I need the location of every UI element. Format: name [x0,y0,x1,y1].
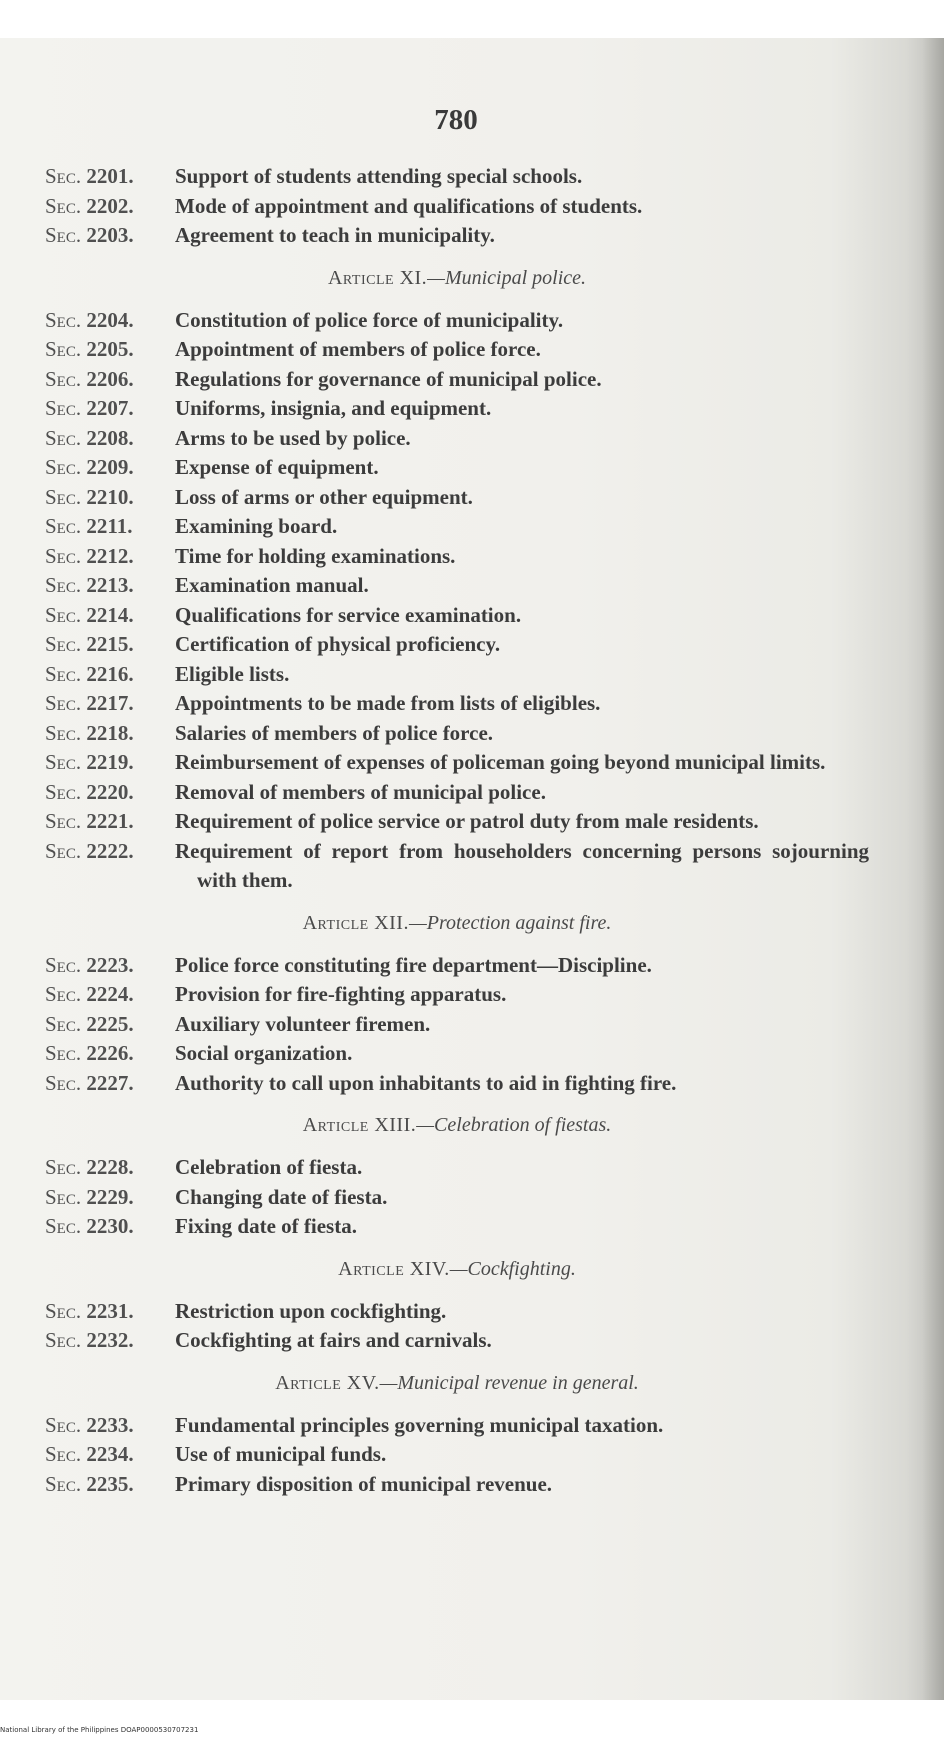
article-heading [45,1098,869,1153]
section-title: Provision for fire-fighting apparatus. [175,982,507,1006]
section-entry [45,542,869,572]
section-entry [45,601,869,631]
section-entry [45,1069,869,1099]
section-num: 2214. [86,602,134,627]
section-abbrev: Sec. [45,396,82,420]
section-num: 2232. [86,1328,134,1352]
section-num: 2226. [86,1041,134,1065]
section-title: Mode of appointment and qualifications of students. [175,193,643,218]
section-title: Appointments to be made from lists of eligibles. [175,691,601,715]
article-number: Article XIV. [338,1257,450,1280]
section-num: 2230. [86,1214,134,1238]
section-num: 2220. [86,779,134,804]
section-number [45,1326,175,1356]
section-title: Expense of equipment. [175,455,379,479]
section-abbrev: Sec. [45,455,82,479]
section-abbrev: Sec. [45,691,82,715]
section-entry [45,1039,869,1069]
section-num: 2205. [86,337,134,361]
section-abbrev: Sec. [45,514,82,538]
section-title: Fundamental principles governing municipal taxation. [175,1412,664,1437]
section-number [45,424,175,454]
article-heading [45,1242,869,1297]
section-entry [45,221,869,251]
section-number [45,778,175,808]
section-number [45,512,175,542]
section-entry [45,1470,869,1500]
section-abbrev: Sec. [45,366,82,391]
section-number [45,1440,175,1470]
section-title: Fixing date of fiesta. [175,1214,357,1238]
section-num: 2229. [86,1184,134,1209]
section-number [45,980,175,1010]
section-num: 2231. [86,1298,134,1323]
section-number [45,1153,175,1183]
section-entry [45,394,869,424]
section-num: 2224. [86,982,134,1006]
article-number: Article XII. [302,911,409,934]
section-abbrev: Sec. [45,1298,82,1323]
section-abbrev: Sec. [45,223,82,247]
section-number [45,483,175,513]
section-title: Cockfighting at fairs and carnivals. [175,1328,492,1352]
section-num: 2225. [86,1011,134,1036]
section-entry [45,1297,869,1327]
section-entry [45,335,869,365]
section-abbrev: Sec. [45,1155,82,1179]
section-number [45,748,175,778]
section-number [45,689,175,719]
section-title: Removal of members of municipal police. [175,779,546,804]
section-abbrev: Sec. [45,1070,82,1095]
section-title: Examining board. [175,514,338,538]
section-number [45,394,175,424]
section-abbrev: Sec. [45,193,82,218]
section-number [45,365,175,395]
section-number [45,630,175,660]
section-number [45,837,175,896]
section-abbrev: Sec. [45,720,82,745]
section-num: 2216. [86,661,134,686]
section-title: Appointment of members of police force. [175,337,541,361]
section-num: 2211. [86,514,133,538]
section-number [45,807,175,837]
section-abbrev: Sec. [45,982,82,1006]
section-title: Restriction upon cockfighting. [175,1298,447,1323]
section-title: Regulations for governance of municipal police. [175,366,602,391]
article-number: Article XV. [275,1371,380,1394]
section-entry [45,1440,869,1470]
section-entry [45,1010,869,1040]
section-abbrev: Sec. [45,952,82,977]
page-number: 780 [434,104,478,136]
section-title: Eligible lists. [175,661,290,686]
section-abbrev: Sec. [45,1412,82,1437]
section-num: 2206. [86,366,134,391]
scanned-page [0,38,944,1700]
section-entry [45,807,869,837]
article-heading [45,251,869,306]
section-abbrev: Sec. [45,543,82,568]
section-num: 2235. [86,1471,134,1496]
section-num: 2221. [86,809,134,833]
section-abbrev: Sec. [45,750,82,774]
article-heading [45,1356,869,1411]
section-entry [45,951,869,981]
article-title: —Protection against fire. [408,911,612,934]
article-number: Article XIII. [302,1114,417,1136]
section-num: 2222. [86,838,134,863]
section-entry [45,512,869,542]
section-abbrev: Sec. [45,337,82,361]
section-abbrev: Sec. [45,661,82,686]
section-num: 2217. [86,691,134,715]
section-entry [45,1411,869,1441]
section-title: Certification of physical proficiency. [175,632,501,656]
section-title: Loss of arms or other equipment. [175,484,473,509]
section-num: 2228. [86,1155,134,1179]
article-number: Article XI. [327,266,428,289]
section-number [45,453,175,483]
section-number [45,1039,175,1069]
section-entry [45,689,869,719]
section-entry [45,571,869,601]
section-title: Agreement to teach in municipality. [175,223,495,247]
section-number [45,1212,175,1242]
section-title: Requirement of report from householders concerning persons sojourning with them. [175,838,869,892]
section-num: 2209. [86,455,134,479]
section-number [45,542,175,572]
article-title: —Cockfighting. [449,1257,576,1280]
section-number [45,162,175,192]
section-title: Constitution of police force of municipality. [175,307,564,332]
section-abbrev: Sec. [45,779,82,804]
section-num: 2219. [86,750,134,774]
section-number [45,601,175,631]
section-entry [45,778,869,808]
section-entry [45,365,869,395]
article-heading [45,896,869,951]
section-num: 2223. [86,952,134,977]
article-title: —Municipal police. [427,266,587,289]
section-title: Arms to be used by police. [175,425,411,450]
toc-section [45,1242,869,1356]
section-num: 2207. [86,396,134,420]
section-number [45,719,175,749]
section-title: Police force constituting fire department—Discipline. [175,952,652,977]
section-abbrev: Sec. [45,164,82,188]
section-abbrev: Sec. [45,484,82,509]
section-number [45,1411,175,1441]
section-num: 2203. [86,223,134,247]
section-abbrev: Sec. [45,838,82,863]
section-title: Changing date of fiesta. [175,1184,388,1209]
section-title: Time for holding examinations. [175,543,456,568]
table-of-contents [45,162,869,1499]
section-abbrev: Sec. [45,632,82,656]
section-number [45,1183,175,1213]
section-entry [45,483,869,513]
section-number [45,1470,175,1500]
section-title: Social organization. [175,1041,353,1065]
section-num: 2227. [86,1070,134,1095]
section-num: 2201. [86,164,134,188]
section-number [45,571,175,601]
section-abbrev: Sec. [45,425,82,450]
section-title: Examination manual. [175,573,369,597]
toc-section [45,251,869,896]
article-title: —Municipal revenue in general. [379,1371,639,1394]
section-number [45,221,175,251]
section-title: Qualifications for service examination. [175,602,522,627]
section-abbrev: Sec. [45,809,82,833]
section-entry [45,837,869,896]
section-num: 2202. [86,193,134,218]
section-num: 2213. [86,573,134,597]
scan-footer: National Library of the Philippines DOAP0000530707231 [0,1726,199,1734]
section-num: 2234. [86,1442,134,1466]
toc-section [45,1098,869,1242]
section-title: Reimbursement of expenses of policeman going beyond municipal limits. [175,750,826,774]
section-number [45,306,175,336]
section-num: 2218. [86,720,134,745]
section-abbrev: Sec. [45,307,82,332]
section-title: Auxiliary volunteer firemen. [175,1011,431,1036]
section-abbrev: Sec. [45,602,82,627]
toc-section [45,896,869,1099]
section-abbrev: Sec. [45,1214,82,1238]
section-entry [45,630,869,660]
section-entry [45,1153,869,1183]
section-abbrev: Sec. [45,1184,82,1209]
section-entry [45,424,869,454]
section-number [45,1069,175,1099]
section-number [45,660,175,690]
section-abbrev: Sec. [45,1442,82,1466]
section-title: Requirement of police service or patrol duty from male residents. [175,809,759,833]
section-entry [45,980,869,1010]
section-title: Uniforms, insignia, and equipment. [175,396,492,420]
section-entry [45,1183,869,1213]
article-title: —Celebration of fiestas. [416,1114,612,1136]
section-abbrev: Sec. [45,1471,82,1496]
section-num: 2210. [86,484,134,509]
section-entry [45,748,869,778]
section-entry [45,719,869,749]
section-num: 2215. [86,632,134,656]
section-title: Primary disposition of municipal revenue. [175,1471,553,1496]
section-entry [45,1326,869,1356]
section-number [45,1010,175,1040]
toc-section [45,162,869,251]
section-number [45,1297,175,1327]
section-entry [45,1212,869,1242]
section-num: 2204. [86,307,134,332]
section-abbrev: Sec. [45,573,82,597]
toc-section [45,1356,869,1500]
section-entry [45,162,869,192]
section-entry [45,453,869,483]
section-num: 2233. [86,1412,134,1437]
section-title: Celebration of fiesta. [175,1155,363,1179]
section-title: Support of students attending special schools. [175,164,583,188]
section-num: 2212. [86,543,134,568]
section-title: Use of municipal funds. [175,1442,387,1466]
section-number [45,192,175,222]
section-entry [45,660,869,690]
section-title: Salaries of members of police force. [175,720,494,745]
section-abbrev: Sec. [45,1011,82,1036]
section-entry [45,306,869,336]
section-number [45,335,175,365]
section-entry [45,192,869,222]
section-abbrev: Sec. [45,1041,82,1065]
section-abbrev: Sec. [45,1328,82,1352]
section-title: Authority to call upon inhabitants to aid in fighting fire. [175,1070,677,1095]
section-num: 2208. [86,425,134,450]
section-number [45,951,175,981]
